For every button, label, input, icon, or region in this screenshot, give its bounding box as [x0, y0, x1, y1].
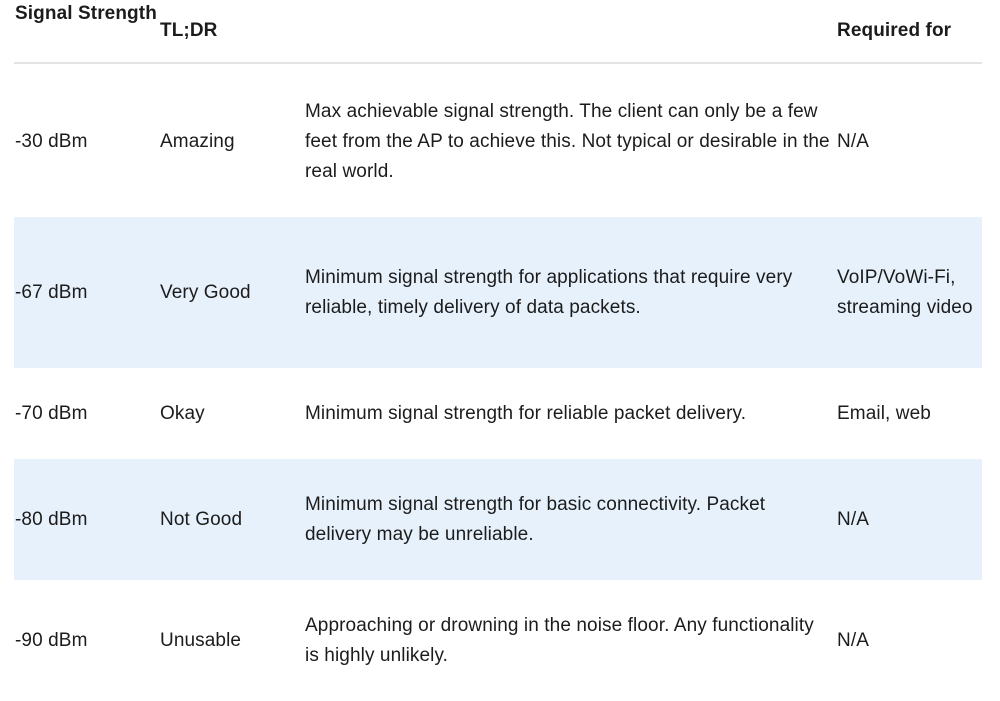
required-for-cell: N/A: [837, 629, 869, 651]
signal-cell: -70 dBm: [15, 402, 88, 424]
tldr-cell: Okay: [160, 402, 205, 424]
table-row: [14, 580, 982, 701]
required-for-cell: N/A: [837, 130, 869, 152]
description-cell: Minimum signal strength for basic connectivity. Packet delivery may be unreliable.: [305, 493, 766, 545]
table-row: [14, 217, 982, 368]
signal-cell: -90 dBm: [15, 629, 88, 651]
tldr-cell: Not Good: [160, 508, 243, 530]
signal-cell: -67 dBm: [15, 281, 88, 303]
table-row: [14, 66, 982, 217]
required-for-cell: VoIP/VoWi-Fi, streaming video: [837, 266, 973, 318]
header-tldr: TL;DR: [160, 20, 218, 41]
tldr-cell: Amazing: [160, 130, 235, 152]
signal-cell: -30 dBm: [15, 130, 88, 152]
description-cell: Approaching or drowning in the noise floor. Any functionality is highly unlikely.: [305, 614, 814, 666]
tldr-cell: Unusable: [160, 629, 242, 651]
table-row: [14, 368, 982, 459]
header-signal-strength: Signal Strength: [15, 3, 157, 24]
description-cell: Max achievable signal strength. The client can only be a few feet from the AP to achieve this. Not typical or desirable in the real world.: [305, 100, 830, 182]
header-required-for: Required for: [837, 20, 952, 41]
table-header-row: [14, 0, 982, 64]
table-row: [14, 459, 982, 580]
description-cell: Minimum signal strength for reliable packet delivery.: [305, 402, 747, 424]
required-for-cell: Email, web: [837, 402, 931, 424]
tldr-cell: Very Good: [160, 281, 251, 303]
required-for-cell: N/A: [837, 508, 869, 530]
signal-cell: -80 dBm: [15, 508, 88, 530]
description-cell: Minimum signal strength for applications that require very reliable, timely delivery of data packets.: [305, 266, 793, 318]
